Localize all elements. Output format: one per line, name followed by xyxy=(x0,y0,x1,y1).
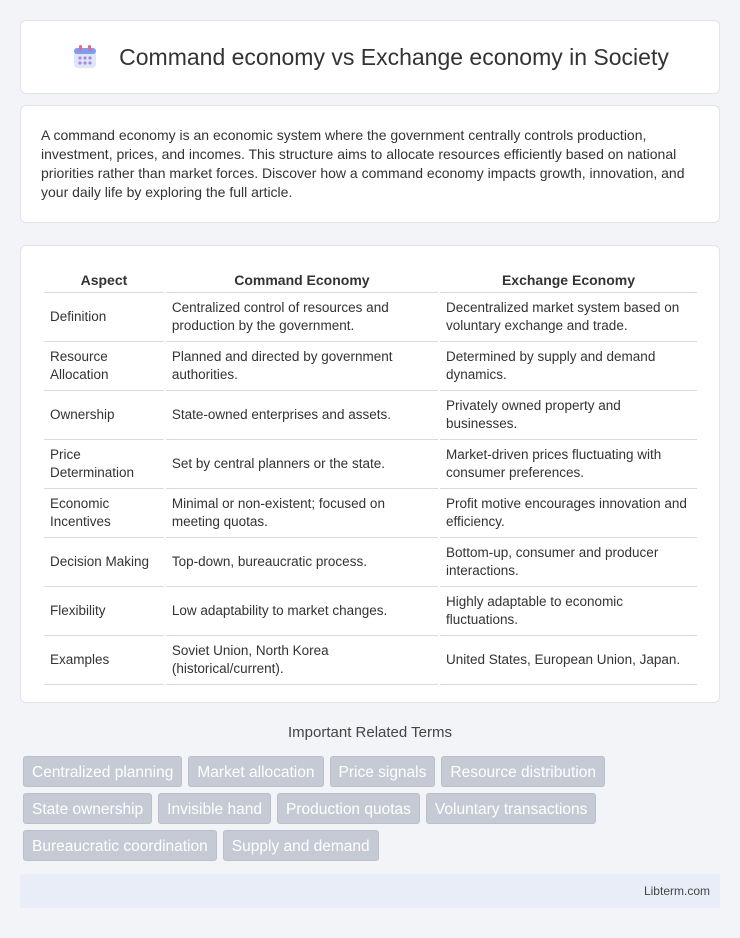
related-term-tag[interactable]: Price signals xyxy=(330,756,436,787)
related-term-tag[interactable]: Resource distribution xyxy=(441,756,605,787)
table-row xyxy=(44,587,697,636)
related-term-tag[interactable]: Centralized planning xyxy=(23,756,182,787)
table-row xyxy=(44,489,697,538)
row-aspect: Price Determination xyxy=(44,440,164,489)
row-command: Centralized control of resources and production by the government. xyxy=(166,293,438,342)
table-row xyxy=(44,342,697,391)
related-terms-list xyxy=(23,756,723,867)
footer-brand-link[interactable]: Libterm.com xyxy=(643,884,710,898)
intro-card xyxy=(20,105,720,223)
row-command: State-owned enterprises and assets. xyxy=(166,391,438,440)
related-term-tag[interactable]: Production quotas xyxy=(277,793,420,824)
table-row xyxy=(44,538,697,587)
header-command-economy: Command Economy xyxy=(166,266,438,293)
row-exchange: Privately owned property and businesses. xyxy=(440,391,697,440)
related-term-tag[interactable]: Voluntary transactions xyxy=(426,793,597,824)
related-term-tag[interactable]: Market allocation xyxy=(188,756,323,787)
row-command: Soviet Union, North Korea (historical/current). xyxy=(166,636,438,685)
related-term-tag[interactable]: Invisible hand xyxy=(158,793,271,824)
row-command: Top-down, bureaucratic process. xyxy=(166,538,438,587)
page-title: Command economy vs Exchange economy in Society xyxy=(119,43,669,70)
row-exchange: Determined by supply and demand dynamics. xyxy=(440,342,697,391)
table-row xyxy=(44,440,697,489)
row-aspect: Flexibility xyxy=(44,587,164,636)
row-command: Minimal or non-existent; focused on meeting quotas. xyxy=(166,489,438,538)
row-aspect: Definition xyxy=(44,293,164,342)
table-row xyxy=(44,293,697,342)
row-aspect: Economic Incentives xyxy=(44,489,164,538)
table-row xyxy=(44,391,697,440)
row-aspect: Examples xyxy=(44,636,164,685)
row-exchange: Decentralized market system based on voluntary exchange and trade. xyxy=(440,293,697,342)
title-card xyxy=(20,20,720,94)
related-terms-title: Important Related Terms xyxy=(288,724,452,741)
row-exchange: Profit motive encourages innovation and efficiency. xyxy=(440,489,697,538)
related-term-tag[interactable]: Bureaucratic coordination xyxy=(23,830,217,861)
row-aspect: Ownership xyxy=(44,391,164,440)
header-exchange-economy: Exchange Economy xyxy=(440,266,697,293)
comparison-table xyxy=(42,266,699,685)
table-header-row xyxy=(44,266,697,293)
header-aspect: Aspect xyxy=(44,266,164,293)
related-term-tag[interactable]: Supply and demand xyxy=(223,830,379,861)
row-exchange: Market-driven prices fluctuating with consumer preferences. xyxy=(440,440,697,489)
row-aspect: Decision Making xyxy=(44,538,164,587)
row-exchange: Highly adaptable to economic fluctuations. xyxy=(440,587,697,636)
row-aspect: Resource Allocation xyxy=(44,342,164,391)
row-command: Low adaptability to market changes. xyxy=(166,587,438,636)
row-exchange: United States, European Union, Japan. xyxy=(440,636,697,685)
comparison-table-card xyxy=(20,245,720,703)
intro-text: A command economy is an economic system where the government centrally controls production, investment, prices, and incomes. This structure aims to allocate resources efficiently based on national priorities rather than market forces. Discover how a command economy impacts growth, innovation, and your daily life by exploring the full article. xyxy=(41,127,685,200)
calendar-grid-icon xyxy=(71,43,99,71)
row-command: Set by central planners or the state. xyxy=(166,440,438,489)
row-command: Planned and directed by government authorities. xyxy=(166,342,438,391)
footer xyxy=(20,874,720,908)
table-row xyxy=(44,636,697,685)
related-term-tag[interactable]: State ownership xyxy=(23,793,152,824)
row-exchange: Bottom-up, consumer and producer interactions. xyxy=(440,538,697,587)
